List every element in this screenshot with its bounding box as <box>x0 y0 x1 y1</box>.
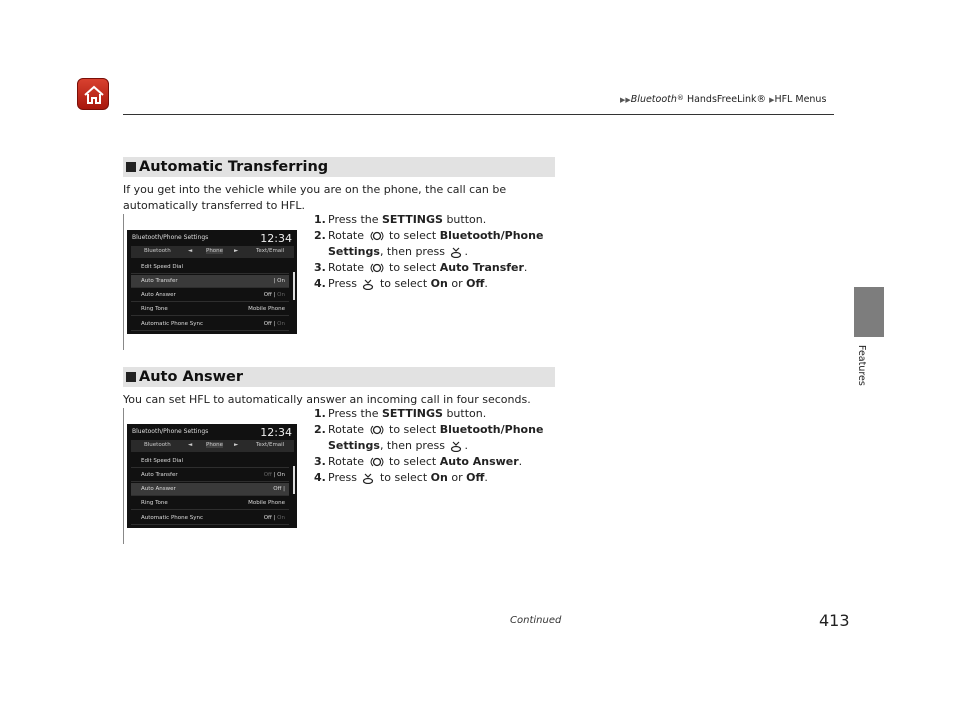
step-4: 4. Press to select On or Off. <box>314 277 488 290</box>
steps-automatic-transferring <box>314 212 543 292</box>
breadcrumb-arrow-icon: ▶ <box>769 96 775 104</box>
section-intro: If you get into the vehicle while you are on the phone, the call can be automatically transferred to HFL. <box>123 183 507 212</box>
screen-tab-text-email[interactable]: Text/Email <box>256 248 285 254</box>
settings-screen-1 <box>127 230 297 334</box>
section-header-auto-answer <box>123 367 555 387</box>
side-tab-label: Features <box>856 345 867 386</box>
section-header-automatic-transferring <box>123 157 555 177</box>
screen-row-automatic-phone-sync[interactable]: Automatic Phone Sync Off | On <box>131 318 289 331</box>
interface-dial-icon <box>370 456 384 468</box>
interface-dial-icon <box>370 262 384 274</box>
screen-row-edit-speed-dial[interactable]: Edit Speed Dial <box>131 261 289 274</box>
screen-tabs <box>131 440 294 452</box>
steps-auto-answer <box>314 406 543 486</box>
screen-tab-next-icon[interactable]: ► <box>234 248 239 254</box>
screen-frame-line <box>123 408 124 544</box>
step-1: 1. Press the SETTINGS button. <box>314 213 487 226</box>
home-icon <box>82 83 106 107</box>
screen-frame-line <box>123 214 124 350</box>
breadcrumb-hfl-menus[interactable]: HFL Menus <box>774 94 827 105</box>
breadcrumb-bluetooth[interactable]: Bluetooth <box>630 94 677 105</box>
screen-tab-prev-icon[interactable]: ◄ <box>188 248 193 254</box>
screen-row-ring-tone[interactable]: Ring Tone Mobile Phone <box>131 303 289 316</box>
screen-row-ring-tone[interactable]: Ring Tone Mobile Phone <box>131 497 289 510</box>
screen-tab-prev-icon[interactable]: ◄ <box>188 442 193 448</box>
continued-label: Continued <box>510 615 562 626</box>
home-button[interactable] <box>77 78 109 110</box>
screen-tab-phone[interactable]: Phone <box>206 442 224 448</box>
registered-mark: ® <box>676 94 684 102</box>
screen-row-auto-answer[interactable]: Auto Answer Off | On <box>131 289 289 302</box>
step-2: 2. Rotate to select Bluetooth/Phone Settings, then press . <box>314 423 544 452</box>
step-3: 3. Rotate to select Auto Transfer. <box>314 261 528 274</box>
press-dial-icon <box>450 440 462 452</box>
press-dial-icon <box>450 246 462 258</box>
breadcrumb <box>620 94 826 105</box>
step-1: 1. Press the SETTINGS button. <box>314 407 487 420</box>
screen-tab-bluetooth[interactable]: Bluetooth <box>144 248 171 254</box>
screen-row-auto-answer[interactable]: Auto Answer Off | <box>131 483 289 496</box>
breadcrumb-handsfreelink[interactable]: HandsFreeLink® <box>686 94 767 105</box>
screen-row-edit-speed-dial[interactable]: Edit Speed Dial <box>131 455 289 468</box>
interface-dial-icon <box>370 230 384 242</box>
screen-tab-text-email[interactable]: Text/Email <box>256 442 285 448</box>
section-intro: You can set HFL to automatically answer an incoming call in four seconds. <box>123 393 531 406</box>
screen-scrollbar[interactable] <box>293 466 295 494</box>
section-bullet-icon <box>126 162 136 172</box>
press-dial-icon <box>362 278 374 290</box>
screen-title: Bluetooth/Phone Settings <box>132 428 209 435</box>
step-3: 3. Rotate to select Auto Answer. <box>314 455 523 468</box>
step-2: 2. Rotate to select Bluetooth/Phone Settings, then press . <box>314 229 544 258</box>
screen-row-auto-transfer[interactable]: Auto Transfer | On <box>131 275 289 288</box>
screen-scrollbar[interactable] <box>293 272 295 300</box>
side-tab[interactable] <box>854 287 884 337</box>
screen-tab-phone[interactable]: Phone <box>206 248 224 254</box>
section-bullet-icon <box>126 372 136 382</box>
screen-row-automatic-phone-sync[interactable]: Automatic Phone Sync Off | On <box>131 512 289 525</box>
section-title: Auto Answer <box>139 369 244 385</box>
step-4: 4. Press to select On or Off. <box>314 471 488 484</box>
settings-screen-2 <box>127 424 297 528</box>
header-rule <box>123 114 834 115</box>
page-number: 413 <box>819 611 850 630</box>
screen-tab-next-icon[interactable]: ► <box>234 442 239 448</box>
section-title: Automatic Transferring <box>139 159 329 175</box>
screen-tab-bluetooth[interactable]: Bluetooth <box>144 442 171 448</box>
screen-clock: 12:34 <box>260 232 292 245</box>
press-dial-icon <box>362 472 374 484</box>
screen-title: Bluetooth/Phone Settings <box>132 234 209 241</box>
interface-dial-icon <box>370 424 384 436</box>
screen-row-auto-transfer[interactable]: Auto Transfer Off | On <box>131 469 289 482</box>
screen-tabs <box>131 246 294 258</box>
screen-clock: 12:34 <box>260 426 292 439</box>
breadcrumb-arrow-icon: ▶▶ <box>620 96 631 104</box>
